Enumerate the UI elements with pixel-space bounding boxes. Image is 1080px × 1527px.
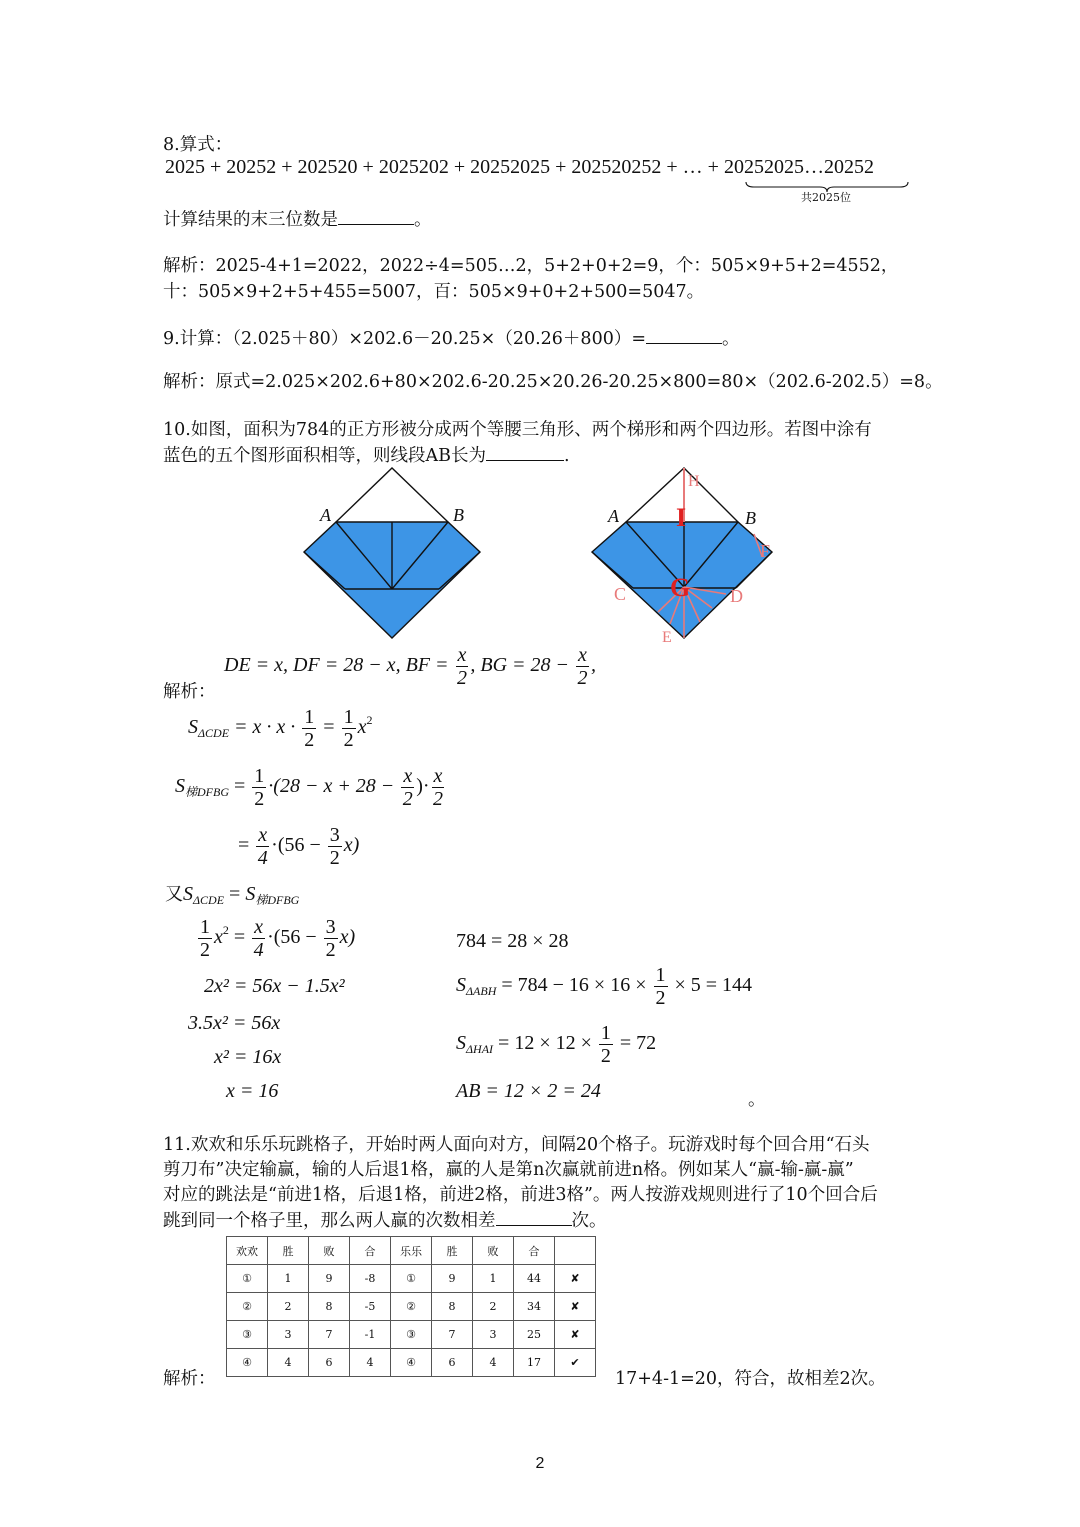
eq-text: = 72 bbox=[614, 1032, 657, 1055]
table-cell: 1 bbox=[268, 1265, 309, 1293]
eq-s: S bbox=[245, 883, 256, 905]
eq-equal-areas bbox=[165, 880, 299, 908]
eq-text: ·(56 − bbox=[271, 834, 326, 857]
eq-s: S bbox=[183, 883, 193, 905]
table-header-row bbox=[227, 1237, 596, 1265]
table-cell: 3 bbox=[473, 1321, 514, 1349]
eq-solve-1 bbox=[196, 916, 355, 961]
eq-x: x bbox=[214, 926, 223, 949]
fig1-label-b: B bbox=[453, 505, 464, 525]
frac-x-over-2: $\frac{x}{2}$ bbox=[432, 765, 443, 810]
eq-right-4: AB = 12 × 2 = 24 bbox=[456, 1080, 601, 1102]
table-header-cell: 胜 bbox=[268, 1237, 309, 1265]
frac-x-over-2: $\frac{x}{2}$ bbox=[402, 765, 413, 810]
frac-x-over-2: $\frac{x}{2}$ bbox=[456, 644, 467, 689]
q11-question-end: 次。 bbox=[571, 1211, 607, 1231]
eq-text: = bbox=[229, 775, 251, 798]
fig2-label-b: B bbox=[745, 508, 756, 528]
cross-mark-icon: ✘ bbox=[555, 1265, 596, 1293]
q8-expression bbox=[165, 156, 874, 179]
q8-question bbox=[163, 206, 432, 232]
q11-line3: 对应的跳法是“前进1格，后退1格，前进2格，前进3格”。两人按游戏规则进行了10个回合后 bbox=[163, 1185, 878, 1205]
eq-text: ·(56 − bbox=[267, 926, 322, 949]
table-row bbox=[227, 1293, 596, 1321]
frac-x-over-2: $\frac{x}{2}$ bbox=[577, 644, 588, 689]
fig1-label-a: A bbox=[320, 505, 331, 525]
table-header-cell: 合 bbox=[514, 1237, 555, 1265]
table-row bbox=[227, 1321, 596, 1349]
table-cell: 4 bbox=[350, 1349, 391, 1377]
table-row bbox=[227, 1265, 596, 1293]
table-header-cell: 欢欢 bbox=[227, 1237, 268, 1265]
table-cell: 34 bbox=[514, 1293, 555, 1321]
table-cell: 7 bbox=[432, 1321, 473, 1349]
eq-text: = bbox=[224, 883, 246, 905]
eq-text: = bbox=[238, 834, 255, 857]
eq-x: x bbox=[357, 716, 367, 739]
table-cell: 1 bbox=[473, 1265, 514, 1293]
table-cell: ① bbox=[391, 1265, 432, 1293]
table-cell: ③ bbox=[391, 1321, 432, 1349]
q10-line1: 10.如图，面积为784的正方形被分成两个等腰三角形、两个梯形和两个四边形。若图中涂有 bbox=[163, 420, 872, 440]
fig2-label-h: H bbox=[688, 473, 700, 490]
frac-1-over-2: $\frac{1}{2}$ bbox=[304, 706, 315, 751]
eq-text: = bbox=[228, 926, 251, 949]
q10-answer-blank bbox=[486, 442, 564, 461]
eq-sup: 2 bbox=[366, 713, 373, 728]
eq-solve-2: 2x² = 56x − 1.5x² bbox=[204, 975, 345, 997]
q10-question-text: 蓝色的五个图形面积相等，则线段AB长为 bbox=[163, 446, 486, 466]
table-cell: 17 bbox=[514, 1349, 555, 1377]
eq-s: S bbox=[456, 1032, 466, 1055]
fig2-label-i: I bbox=[676, 503, 687, 532]
eq-right-2 bbox=[456, 964, 752, 1009]
eq-right-3 bbox=[456, 1022, 656, 1067]
eq-s: S bbox=[175, 775, 185, 798]
q10-end-mark: 。 bbox=[748, 1090, 766, 1110]
eq-sub-abh: ΔABH bbox=[466, 984, 497, 999]
eq-solve-5: x = 16 bbox=[226, 1080, 279, 1102]
fig2-label-g: G bbox=[670, 573, 691, 602]
table-cell: ① bbox=[227, 1265, 268, 1293]
q11-solution-label: 解析： bbox=[163, 1369, 216, 1389]
eq-area-dfbg bbox=[175, 765, 446, 810]
table-cell: 2 bbox=[268, 1293, 309, 1321]
eq-comma: , bbox=[590, 654, 596, 677]
table-cell: 6 bbox=[309, 1349, 350, 1377]
q10-figure-left bbox=[296, 462, 496, 647]
frac-x-over-4: $\frac{x}{4}$ bbox=[253, 916, 264, 961]
page-number: 2 bbox=[535, 1455, 545, 1472]
q9-title bbox=[163, 325, 740, 351]
frac-1-over-2: $\frac{1}{2}$ bbox=[343, 706, 354, 751]
table-cell: ② bbox=[391, 1293, 432, 1321]
table-cell: 2 bbox=[473, 1293, 514, 1321]
q8-solution-line2: 十：505×9+2+5+455=5007，百：505×9+0+2+500=5047。 bbox=[163, 282, 705, 302]
table-cell: -1 bbox=[350, 1321, 391, 1349]
eq-text: x) bbox=[343, 834, 360, 857]
q11-solution-table bbox=[226, 1236, 596, 1377]
q8-question-text: 计算结果的末三位数是 bbox=[163, 210, 338, 230]
table-header-cell: 乐乐 bbox=[391, 1237, 432, 1265]
eq-right-1: 784 = 28 × 28 bbox=[456, 930, 569, 952]
table-cell: 8 bbox=[432, 1293, 473, 1321]
table-cell: 9 bbox=[309, 1265, 350, 1293]
q9-answer-blank bbox=[646, 325, 722, 344]
q10-figure-right bbox=[578, 462, 788, 647]
eq-text: = 784 − 16 × 16 × bbox=[496, 974, 652, 997]
frac-1-over-2: $\frac{1}{2}$ bbox=[200, 916, 210, 961]
frac-3-over-2: $\frac{3}{2}$ bbox=[325, 916, 336, 961]
eq-text: = bbox=[318, 716, 340, 739]
eq-s: S bbox=[456, 974, 466, 997]
table-cell: 4 bbox=[268, 1349, 309, 1377]
table-cell: ② bbox=[227, 1293, 268, 1321]
q9-question-text: 9.计算：（2.025＋80）×202.6－20.25×（20.26＋800）= bbox=[163, 329, 647, 349]
eq-text: × 5 = 144 bbox=[669, 974, 753, 997]
eq-area-cde bbox=[188, 706, 372, 751]
table-header-cell: 败 bbox=[473, 1237, 514, 1265]
q9-question-end: 。 bbox=[722, 329, 740, 349]
q8-question-end: 。 bbox=[414, 210, 432, 230]
eq-sub-dfbg: 梯DFBG bbox=[185, 785, 229, 800]
eq-defs-text: DE = x, DF = 28 − x, BF = bbox=[224, 654, 454, 677]
frac-1-over-2: $\frac{1}{2}$ bbox=[254, 765, 265, 810]
frac-x-over-4: $\frac{x}{4}$ bbox=[257, 824, 268, 869]
table-header-cell: 败 bbox=[309, 1237, 350, 1265]
q10-question-end: . bbox=[564, 446, 570, 466]
eq-text: = 12 × 12 × bbox=[493, 1032, 597, 1055]
q10-solution-label: 解析： bbox=[163, 682, 216, 702]
q10-definitions bbox=[224, 644, 596, 689]
fig2-label-a: A bbox=[608, 506, 619, 526]
eq-sub-dfbg: 梯DFBG bbox=[255, 893, 300, 907]
fig2-label-f: F bbox=[760, 541, 771, 561]
table-row bbox=[227, 1349, 596, 1377]
eq-sub-cde: ΔCDE bbox=[193, 893, 225, 907]
fig2-label-d: D bbox=[730, 586, 743, 606]
eq-solve-3: 3.5x² = 56x bbox=[188, 1012, 281, 1034]
q11-line2: 剪刀布”决定输赢，输的人后退1格，赢的人是第n次赢就前进n格。例如某人“赢-输-赢-赢” bbox=[163, 1160, 854, 1180]
eq-you: 又 bbox=[165, 884, 183, 905]
q8-answer-blank bbox=[338, 206, 414, 225]
table-cell: 6 bbox=[432, 1349, 473, 1377]
table-cell: -5 bbox=[350, 1293, 391, 1321]
table-cell: 25 bbox=[514, 1321, 555, 1349]
frac-1-over-2: $\frac{1}{2}$ bbox=[600, 1022, 611, 1067]
table-cell: 9 bbox=[432, 1265, 473, 1293]
q11-question-text: 跳到同一个格子里，那么两人赢的次数相差 bbox=[163, 1211, 496, 1231]
eq-text: )· bbox=[416, 775, 430, 798]
table-cell: 3 bbox=[268, 1321, 309, 1349]
fig2-label-e: E bbox=[662, 629, 672, 646]
eq-solve-4: x² = 16x bbox=[214, 1046, 282, 1068]
table-cell: 4 bbox=[473, 1349, 514, 1377]
check-mark-icon: ✔ bbox=[555, 1349, 596, 1377]
q11-line1: 11.欢欢和乐乐玩跳格子，开始时两人面向对方，间隔20个格子。玩游戏时每个回合用“石头 bbox=[163, 1135, 870, 1155]
table-cell: ④ bbox=[227, 1349, 268, 1377]
table-cell: 8 bbox=[309, 1293, 350, 1321]
q8-solution-line1: 解析：2025-4+1=2022，2022÷4=505…2，5+2+0+2=9，个：505×9+5+2=4552， bbox=[163, 256, 899, 276]
fig2-label-c: C bbox=[614, 584, 627, 604]
table-header-cell bbox=[555, 1237, 596, 1265]
table-header-cell: 合 bbox=[350, 1237, 391, 1265]
eq-bg-text: , BG = 28 − bbox=[470, 654, 575, 677]
q8-expr-last-term: 20252025…20252 bbox=[723, 156, 874, 178]
q11-answer-blank bbox=[496, 1207, 572, 1226]
eq-s: S bbox=[188, 716, 198, 739]
q8-title: 8.算式： bbox=[163, 135, 233, 155]
table-cell: ③ bbox=[227, 1321, 268, 1349]
frac-1-over-2: $\frac{1}{2}$ bbox=[655, 964, 666, 1009]
eq-text: x) bbox=[339, 926, 356, 949]
q8-expr-terms: 2025 + 20252 + 202520 + 2025202 + 20252025 + 202520252 + … + bbox=[165, 156, 724, 178]
frac-3-over-2: $\frac{3}{2}$ bbox=[329, 824, 340, 869]
table-cell: -8 bbox=[350, 1265, 391, 1293]
eq-dfbg-simplified bbox=[238, 824, 359, 869]
cross-mark-icon: ✘ bbox=[555, 1321, 596, 1349]
q11-solution-tail: 17+4-1=20，符合，故相差2次。 bbox=[615, 1369, 886, 1389]
q8-brace-label: 共2025位 bbox=[801, 191, 851, 204]
table-cell: 44 bbox=[514, 1265, 555, 1293]
q9-solution: 解析：原式=2.025×202.6+80×202.6-20.25×20.26-20.25×800=80×（202.6-202.5）=8。 bbox=[163, 372, 943, 392]
table-header-cell: 胜 bbox=[432, 1237, 473, 1265]
table-cell: ④ bbox=[391, 1349, 432, 1377]
eq-text: = x · x · bbox=[229, 716, 301, 739]
eq-sup: 2 bbox=[222, 923, 229, 938]
q11-line4 bbox=[163, 1207, 607, 1233]
table-cell: 7 bbox=[309, 1321, 350, 1349]
eq-sub-cde: ΔCDE bbox=[198, 726, 230, 741]
eq-text: ·(28 − x + 28 − bbox=[268, 775, 400, 798]
eq-sub-hai: ΔHAI bbox=[466, 1042, 494, 1057]
cross-mark-icon: ✘ bbox=[555, 1293, 596, 1321]
